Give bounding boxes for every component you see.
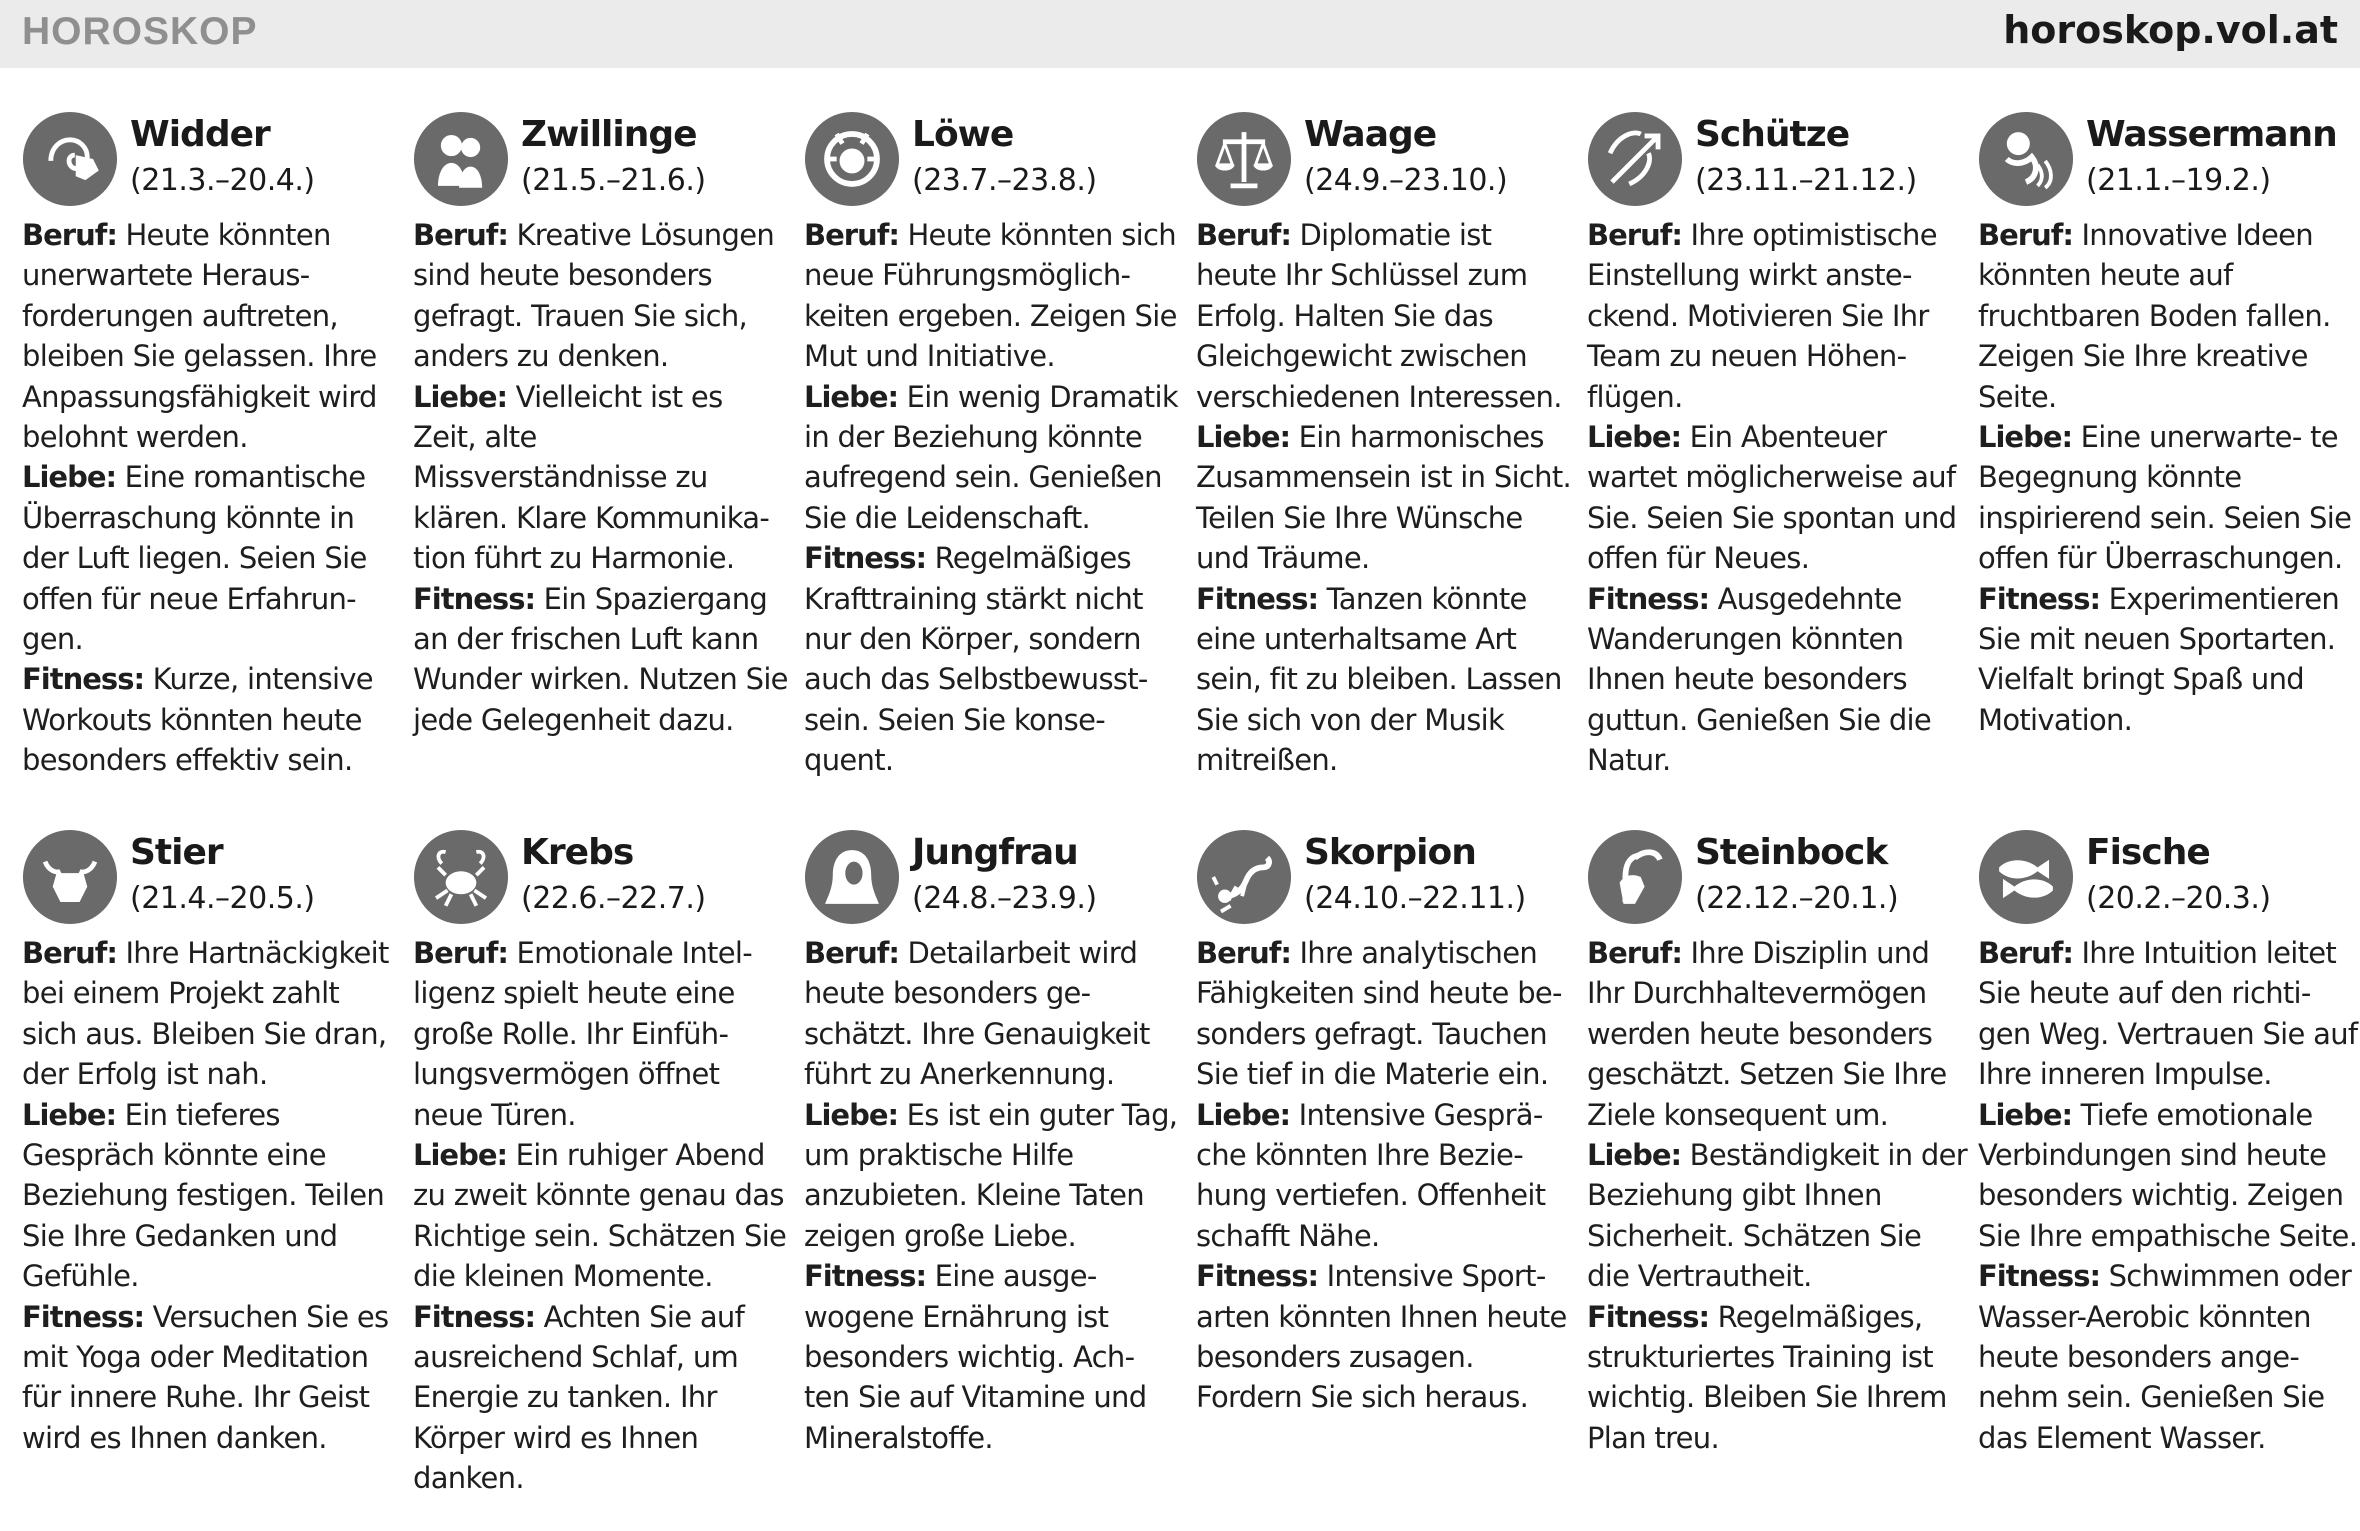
liebe-text: Eine unerwarte- te Begegnung könnte inspirierend sein. Seien Sie offen für Überraschungen. <box>1978 420 2352 576</box>
sign-löwe <box>804 105 1184 781</box>
sign-waage <box>1196 105 1576 781</box>
fitness-text: Tanzen könnte eine unterhaltsame Art sein, fit zu bleiben. Lassen Sie sich von der Musik mitreißen. <box>1196 581 1562 778</box>
sign-wassermann <box>1978 105 2358 740</box>
fitness-paragraph <box>413 579 793 741</box>
beruf-text: Innovative Ideen könnten heute auf fruchtbaren Boden fallen. Zeigen Sie Ihre kreative Seite. <box>1978 218 2331 414</box>
liebe-label: Liebe: <box>1196 420 1291 455</box>
sign-schütze <box>1587 105 1967 781</box>
liebe-text: Ein wenig Dramatik in der Beziehung könnte aufregend sein. Genießen Sie die Leidenschaft. <box>804 379 1178 535</box>
liebe-text: Es ist ein guter Tag, um praktische Hilfe anzubieten. Kleine Taten zeigen große Liebe. <box>804 1097 1178 1253</box>
beruf-label: Beruf: <box>1587 218 1682 252</box>
beruf-text: Heute könnten sich neue Führungsmöglich- keiten ergeben. Zeigen Sie Mut und Initiative. <box>804 218 1177 374</box>
scales-icon <box>1196 111 1292 207</box>
sign-text <box>1587 215 1967 781</box>
sign-dates: (20.2.–20.3.) <box>2086 881 2271 916</box>
beruf-paragraph <box>413 933 793 1135</box>
liebe-label: Liebe: <box>22 1097 117 1132</box>
beruf-label: Beruf: <box>1978 936 2073 970</box>
sign-text <box>1978 215 2358 740</box>
fitness-paragraph <box>804 1256 1184 1458</box>
sign-header <box>1978 105 2358 215</box>
sign-name: Widder <box>130 114 270 155</box>
liebe-paragraph <box>1587 1135 1967 1297</box>
fitness-label: Fitness: <box>1587 581 1710 616</box>
sign-text <box>413 215 793 740</box>
liebe-paragraph <box>1978 1095 2358 1257</box>
sign-header <box>22 823 402 933</box>
beruf-text: Detailarbeit wird heute besonders ge- schätzt. Ihre Genauigkeit führt zu Anerkennung. <box>804 936 1150 1092</box>
sign-name: Krebs <box>521 832 634 873</box>
fitness-paragraph <box>413 1297 793 1499</box>
fitness-text: Ein Spaziergang an der frischen Luft kann Wunder wirken. Nutzen Sie jede Gelegenheit dazu. <box>413 581 788 737</box>
liebe-paragraph <box>1196 417 1576 579</box>
liebe-label: Liebe: <box>1978 420 2073 455</box>
fitness-text: Experimentieren Sie mit neuen Sportarten. Vielfalt bringt Spaß und Motivation. <box>1978 581 2340 737</box>
beruf-text: Kreative Lösungen sind heute besonders gefragt. Trauen Sie sich, anders zu denken. <box>413 218 775 374</box>
liebe-text: Ein ruhiger Abend zu zweit könnte genau das Richtige sein. Schätzen Sie die kleinen Momente. <box>413 1138 787 1294</box>
liebe-paragraph <box>804 1095 1184 1257</box>
sign-name: Wassermann <box>2086 114 2337 155</box>
fitness-label: Fitness: <box>804 541 927 576</box>
liebe-paragraph <box>413 377 793 579</box>
sign-text <box>804 215 1184 781</box>
sign-header <box>1587 823 1967 933</box>
sign-widder <box>22 105 402 781</box>
sign-dates: (23.7.–23.8.) <box>912 163 1097 198</box>
beruf-text: Diplomatie ist heute Ihr Schlüssel zum Erfolg. Halten Sie das Gleichgewicht zwischen verschiedenen Interessen. <box>1196 218 1562 414</box>
sign-dates: (24.9.–23.10.) <box>1304 163 1508 198</box>
fitness-paragraph <box>1978 1256 2358 1458</box>
sign-name: Waage <box>1304 114 1437 155</box>
sign-steinbock <box>1587 823 1967 1458</box>
sign-name: Zwillinge <box>521 114 697 155</box>
sign-dates: (21.3.–20.4.) <box>130 163 315 198</box>
sign-name: Fische <box>2086 832 2210 873</box>
liebe-text: Ein tieferes Gespräch könnte eine Beziehung festigen. Teilen Sie Ihre Gedanken und Gefühle. <box>22 1097 385 1294</box>
sign-fische <box>1978 823 2358 1458</box>
sign-header <box>413 823 793 933</box>
sign-dates: (23.11.–21.12.) <box>1695 163 1917 198</box>
sign-text <box>1196 933 1576 1418</box>
sign-text <box>22 215 402 781</box>
sign-name: Jungfrau <box>912 832 1078 873</box>
sign-name: Skorpion <box>1304 832 1476 873</box>
liebe-label: Liebe: <box>804 379 899 414</box>
fitness-label: Fitness: <box>22 1299 145 1334</box>
sign-dates: (21.5.–21.6.) <box>521 163 706 198</box>
beruf-text: Ihre optimistische Einstellung wirkt anste- ckend. Motivieren Sie Ihr Team zu neuen Höhen- flügen. <box>1587 218 1937 414</box>
twins-icon <box>413 111 509 207</box>
liebe-text: Eine romantische Überraschung könnte in der Luft liegen. Seien Sie offen für neue Erfahrun- gen. <box>22 460 367 657</box>
fitness-text: Regelmäßiges, strukturiertes Training ist wichtig. Bleiben Sie Ihrem Plan treu. <box>1587 1299 1947 1455</box>
fitness-text: Ausgedehnte Wanderungen könnten Ihnen heute besonders guttun. Genießen Sie die Natur. <box>1587 581 1932 778</box>
fitness-paragraph <box>1196 579 1576 781</box>
fitness-label: Fitness: <box>22 662 145 697</box>
sign-header <box>1978 823 2358 933</box>
sign-dates: (22.12.–20.1.) <box>1695 881 1899 916</box>
bow-arrow-icon <box>1587 111 1683 207</box>
liebe-paragraph <box>1587 417 1967 579</box>
beruf-label: Beruf: <box>413 218 508 252</box>
beruf-paragraph <box>1587 933 1967 1135</box>
beruf-paragraph <box>22 215 402 457</box>
liebe-text: Ein harmonisches Zusammensein ist in Sicht. Teilen Sie Ihre Wünsche und Träume. <box>1196 420 1572 576</box>
bull-icon <box>22 829 118 925</box>
sign-name: Steinbock <box>1695 832 1888 873</box>
fitness-text: Eine ausge- wogene Ernährung ist besonders wichtig. Ach- ten Sie auf Vitamine und Mineralstoffe. <box>804 1259 1147 1455</box>
liebe-label: Liebe: <box>22 460 117 495</box>
beruf-label: Beruf: <box>1978 218 2073 252</box>
fitness-label: Fitness: <box>1196 1259 1319 1294</box>
lion-icon <box>804 111 900 207</box>
liebe-text: Ein Abenteuer wartet möglicherweise auf Sie. Seien Sie spontan und offen für Neues. <box>1587 420 1957 576</box>
sign-stier <box>22 823 402 1458</box>
fitness-text: Versuchen Sie es mit Yoga oder Meditation für innere Ruhe. Ihr Geist wird es Ihnen danken. <box>22 1299 389 1455</box>
sign-header <box>413 105 793 215</box>
fitness-paragraph <box>22 659 402 780</box>
header-bar <box>0 0 2360 68</box>
beruf-label: Beruf: <box>804 936 899 970</box>
sign-text <box>1196 215 1576 781</box>
beruf-label: Beruf: <box>22 936 117 970</box>
sign-header <box>804 823 1184 933</box>
fitness-label: Fitness: <box>1978 1259 2101 1294</box>
fitness-paragraph <box>1978 579 2358 741</box>
fitness-text: Kurze, intensive Workouts könnten heute besonders effektiv sein. <box>22 662 373 778</box>
sign-jungfrau <box>804 823 1184 1458</box>
fitness-paragraph <box>1196 1256 1576 1418</box>
beruf-text: Emotionale Intel- ligenz spielt heute eine große Rolle. Ihr Einfüh- lungsvermögen öffnet neue Türen. <box>413 936 752 1132</box>
beruf-text: Heute könnten unerwartete Heraus- forderungen auftreten, bleiben Sie gelassen. Ihre Anpassungsfähigkeit wird belohnt werden. <box>22 218 377 455</box>
beruf-label: Beruf: <box>413 936 508 970</box>
ibex-icon <box>1587 829 1683 925</box>
sign-text <box>22 933 402 1458</box>
liebe-paragraph <box>413 1135 793 1297</box>
sign-name: Löwe <box>912 114 1014 155</box>
beruf-paragraph <box>804 933 1184 1095</box>
sign-header <box>22 105 402 215</box>
beruf-label: Beruf: <box>22 218 117 252</box>
sign-text <box>1587 933 1967 1458</box>
fitness-paragraph <box>804 538 1184 780</box>
fitness-text: Schwimmen oder Wasser-Aerobic könnten heute besonders ange- nehm sein. Genießen Sie das Element Wasser. <box>1978 1259 2352 1455</box>
sign-skorpion <box>1196 823 1576 1418</box>
beruf-text: Ihre analytischen Fähigkeiten sind heute be- sonders gefragt. Tauchen Sie tief in die Materie ein. <box>1196 936 1562 1092</box>
sign-header <box>1196 823 1576 933</box>
beruf-paragraph <box>22 933 402 1095</box>
sign-header <box>1587 105 1967 215</box>
liebe-label: Liebe: <box>1587 1138 1682 1173</box>
crab-icon <box>413 829 509 925</box>
ram-icon <box>22 111 118 207</box>
fitness-label: Fitness: <box>804 1259 927 1294</box>
liebe-paragraph <box>22 1095 402 1297</box>
sign-header <box>804 105 1184 215</box>
liebe-text: Intensive Gesprä- che könnten Ihre Bezie- hung vertiefen. Offenheit schafft Nähe. <box>1196 1097 1546 1253</box>
sign-name: Stier <box>130 832 223 873</box>
beruf-label: Beruf: <box>1196 218 1291 252</box>
beruf-label: Beruf: <box>1196 936 1291 970</box>
page-title: HOROSKOP <box>22 10 258 53</box>
sign-zwillinge <box>413 105 793 740</box>
liebe-label: Liebe: <box>804 1097 899 1132</box>
water-bearer-icon <box>1978 111 2074 207</box>
beruf-text: Ihre Intuition leitet Sie heute auf den richti- gen Weg. Vertrauen Sie auf Ihre inneren Impulse. <box>1978 936 2358 1092</box>
liebe-text: Tiefe emotionale Verbindungen sind heute besonders wichtig. Zeigen Sie Ihre empathische Seite. <box>1978 1097 2358 1253</box>
beruf-paragraph <box>1587 215 1967 417</box>
sign-dates: (24.8.–23.9.) <box>912 881 1097 916</box>
beruf-text: Ihre Disziplin und Ihr Durchhaltevermögen werden heute besonders geschätzt. Setzen Sie Ihre Ziele konsequent um. <box>1587 936 1947 1132</box>
site-link[interactable]: horoskop.vol.at <box>2003 8 2338 52</box>
sign-krebs <box>413 823 793 1499</box>
sign-dates: (24.10.–22.11.) <box>1304 881 1526 916</box>
fitness-label: Fitness: <box>1978 581 2101 616</box>
sign-dates: (21.4.–20.5.) <box>130 881 315 916</box>
fitness-label: Fitness: <box>1587 1299 1710 1334</box>
liebe-paragraph <box>22 457 402 659</box>
beruf-paragraph <box>1978 215 2358 417</box>
fitness-text: Intensive Sport- arten könnten Ihnen heute besonders zusagen. Fordern Sie sich heraus. <box>1196 1259 1567 1415</box>
fitness-paragraph <box>1587 1297 1967 1459</box>
liebe-text: Vielleicht ist es Zeit, alte Missverständnisse zu klären. Klare Kommunika- tion führt zu Harmonie. <box>413 379 770 576</box>
virgin-icon <box>804 829 900 925</box>
fitness-label: Fitness: <box>1196 581 1319 616</box>
liebe-label: Liebe: <box>1196 1097 1291 1132</box>
liebe-text: Beständigkeit in der Beziehung gibt Ihnen Sicherheit. Schätzen Sie die Vertrautheit. <box>1587 1138 1967 1294</box>
liebe-paragraph <box>1196 1095 1576 1257</box>
sign-text <box>804 933 1184 1458</box>
fish-icon <box>1978 829 2074 925</box>
beruf-paragraph <box>1196 933 1576 1095</box>
beruf-paragraph <box>804 215 1184 377</box>
fitness-label: Fitness: <box>413 1299 536 1334</box>
beruf-paragraph <box>1978 933 2358 1095</box>
fitness-paragraph <box>1587 579 1967 781</box>
beruf-label: Beruf: <box>1587 936 1682 970</box>
sign-text <box>413 933 793 1499</box>
liebe-paragraph <box>1978 417 2358 579</box>
sign-dates: (21.1.–19.2.) <box>2086 163 2271 198</box>
fitness-text: Regelmäßiges Krafttraining stärkt nicht nur den Körper, sondern auch das Selbstbewusst- sein. Seien Sie konse- quent. <box>804 541 1148 778</box>
liebe-label: Liebe: <box>1587 420 1682 455</box>
fitness-label: Fitness: <box>413 581 536 616</box>
beruf-text: Ihre Hartnäckigkeit bei einem Projekt zahlt sich aus. Bleiben Sie dran, der Erfolg ist nah. <box>22 936 389 1092</box>
sign-dates: (22.6.–22.7.) <box>521 881 706 916</box>
liebe-label: Liebe: <box>1978 1097 2073 1132</box>
sign-header <box>1196 105 1576 215</box>
horoscope-grid <box>0 105 2360 1531</box>
fitness-text: Achten Sie auf ausreichend Schlaf, um Energie zu tanken. Ihr Körper wird es Ihnen danken. <box>413 1299 745 1496</box>
fitness-paragraph <box>22 1297 402 1459</box>
beruf-paragraph <box>1196 215 1576 417</box>
liebe-label: Liebe: <box>413 1138 508 1173</box>
sign-text <box>1978 933 2358 1458</box>
beruf-label: Beruf: <box>804 218 899 252</box>
sign-name: Schütze <box>1695 114 1850 155</box>
liebe-label: Liebe: <box>413 379 508 414</box>
scorpion-icon <box>1196 829 1292 925</box>
beruf-paragraph <box>413 215 793 377</box>
liebe-paragraph <box>804 377 1184 539</box>
